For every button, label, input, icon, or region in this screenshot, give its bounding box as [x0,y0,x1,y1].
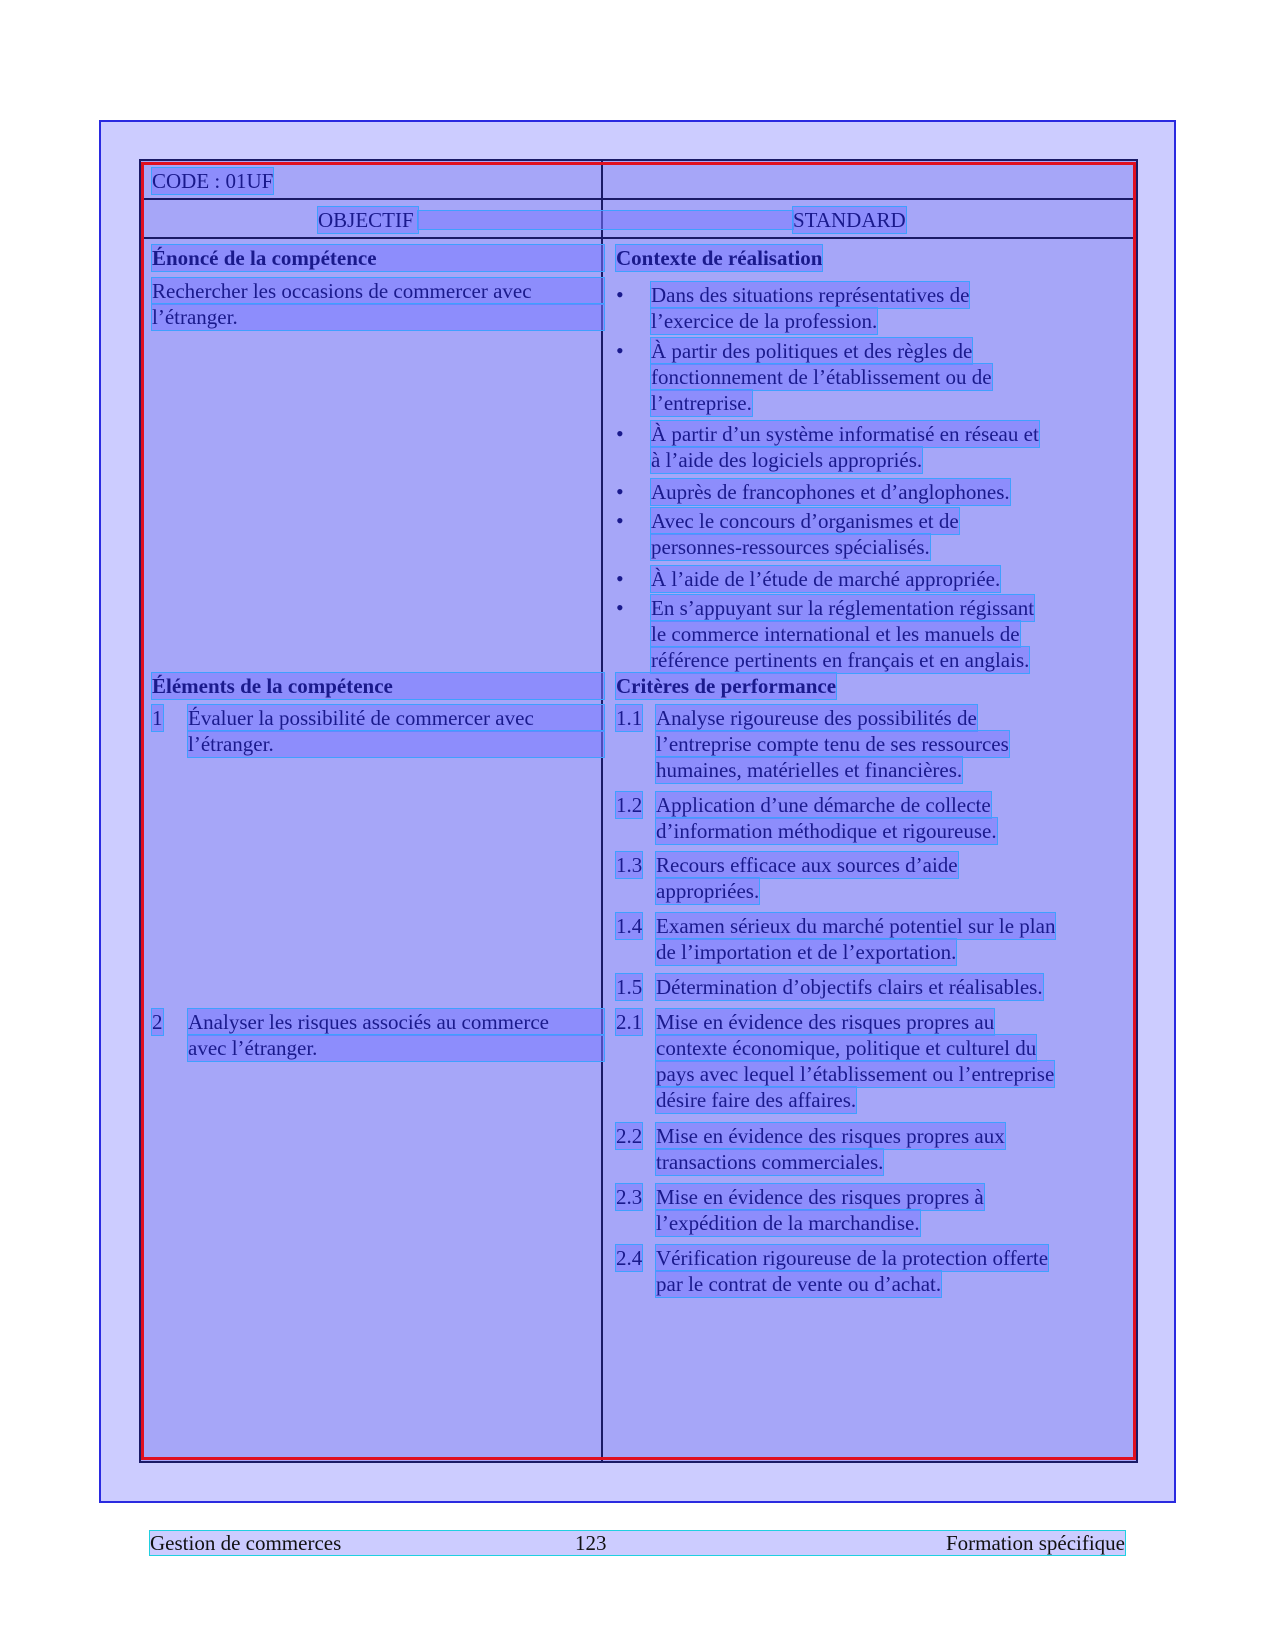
contexte-item-line: référence pertinents en français et en anglais. [651,648,1030,672]
critere-number: 1.2 [616,793,643,817]
contexte-bullet-icon: • [616,338,624,363]
critere-line: Mise en évidence des risques propres aux [656,1124,1005,1148]
critere-line: Application d’une démarche de collecte [656,793,991,817]
column-divider [601,159,603,1463]
contexte-item-line: le commerce international et les manuels de [651,622,1020,646]
contexte-item-line: À l’aide de l’étude de marché appropriée. [651,567,1001,591]
critere-line: transactions commerciales. [656,1150,884,1174]
critere-line: de l’importation et de l’exportation. [656,940,957,964]
contexte-bullet-icon: • [616,421,624,446]
element-line: l’étranger. [188,731,604,757]
row-divider-code [139,198,1138,200]
critere-line: Analyse rigoureuse des possibilités de [656,706,977,730]
critere-line: Recours efficace aux sources d’aide [656,853,958,877]
contexte-item-line: À partir des politiques et des règles de [651,339,973,363]
contexte-item-line: l’exercice de la profession. [651,309,878,333]
contexte-item-line: personnes-ressources spécialisés. [651,535,930,559]
enonce-line-1: Rechercher les occasions de commercer avec [152,278,604,304]
contexte-item-line: l’entreprise. [651,391,752,415]
critere-line: l’entreprise compte tenu de ses ressources [656,732,1009,756]
contexte-bullet-icon: • [616,566,624,591]
contexte-bullet-icon: • [616,479,624,504]
element-line: avec l’étranger. [188,1035,604,1061]
element-line: Évaluer la possibilité de commercer avec [188,705,604,731]
element-number: 2 [152,1010,163,1034]
objectif-header: OBJECTIF [318,207,418,233]
contexte-item-line: En s’appuyant sur la réglementation régissant [651,596,1035,620]
critere-line: Mise en évidence des risques propres au [656,1010,995,1034]
row-divider-header [139,237,1138,239]
enonce-line-2: l’étranger. [152,304,604,330]
critere-number: 2.2 [616,1124,643,1148]
contexte-item-line: Avec le concours d’organismes et de [651,509,959,533]
footer-left: Gestion de commerces [150,1531,342,1555]
code-label: CODE : 01UF [152,169,274,193]
critere-line: par le contrat de vente ou d’achat. [656,1272,942,1296]
critere-number: 2.3 [616,1185,643,1209]
critere-line: désire faire des affaires. [656,1088,857,1112]
critere-line: d’information méthodique et rigoureuse. [656,819,997,843]
critere-line: Détermination d’objectifs clairs et réalisables. [656,975,1043,999]
element-line: Analyser les risques associés au commerce [188,1009,604,1035]
contexte-item-line: à l’aide des logiciels appropriés. [651,448,923,472]
critere-line: l’expédition de la marchandise. [656,1211,920,1235]
critere-line: Vérification rigoureuse de la protection offerte [656,1246,1049,1270]
critere-line: Examen sérieux du marché potentiel sur le plan [656,914,1056,938]
critere-number: 1.5 [616,975,643,999]
contexte-item-line: Auprès de francophones et d’anglophones. [651,480,1010,504]
contexte-item-line: Dans des situations représentatives de [651,283,970,307]
standard-header: STANDARD [793,208,906,232]
critere-line: Mise en évidence des risques propres à [656,1185,984,1209]
elements-title: Éléments de la compétence [152,673,604,699]
contexte-item-line: À partir d’un système informatisé en réseau et [651,422,1039,446]
contexte-bullet-icon: • [616,508,624,533]
contexte-bullet-icon: • [616,282,624,307]
enonce-title: Énoncé de la compétence [152,245,604,271]
critere-number: 1.4 [616,914,643,938]
critere-number: 1.1 [616,706,643,730]
contexte-bullet-icon: • [616,595,624,620]
header-highlight-span [418,211,793,229]
critere-line: pays avec lequel l’établissement ou l’entreprise [656,1062,1055,1086]
critere-number: 1.3 [616,853,643,877]
contexte-title: Contexte de réalisation [616,246,823,270]
critere-line: humaines, matérielles et financières. [656,758,963,782]
page-number: 123 [575,1531,607,1555]
critere-number: 2.4 [616,1246,643,1270]
critere-line: contexte économique, politique et culturel du [656,1036,1037,1060]
contexte-item-line: fonctionnement de l’établissement ou de [651,365,992,389]
critere-number: 2.1 [616,1010,643,1034]
critere-line: appropriées. [656,879,760,903]
element-number: 1 [152,706,163,730]
footer-right: Formation spécifique [945,1531,1125,1555]
criteres-title: Critères de performance [616,674,837,698]
